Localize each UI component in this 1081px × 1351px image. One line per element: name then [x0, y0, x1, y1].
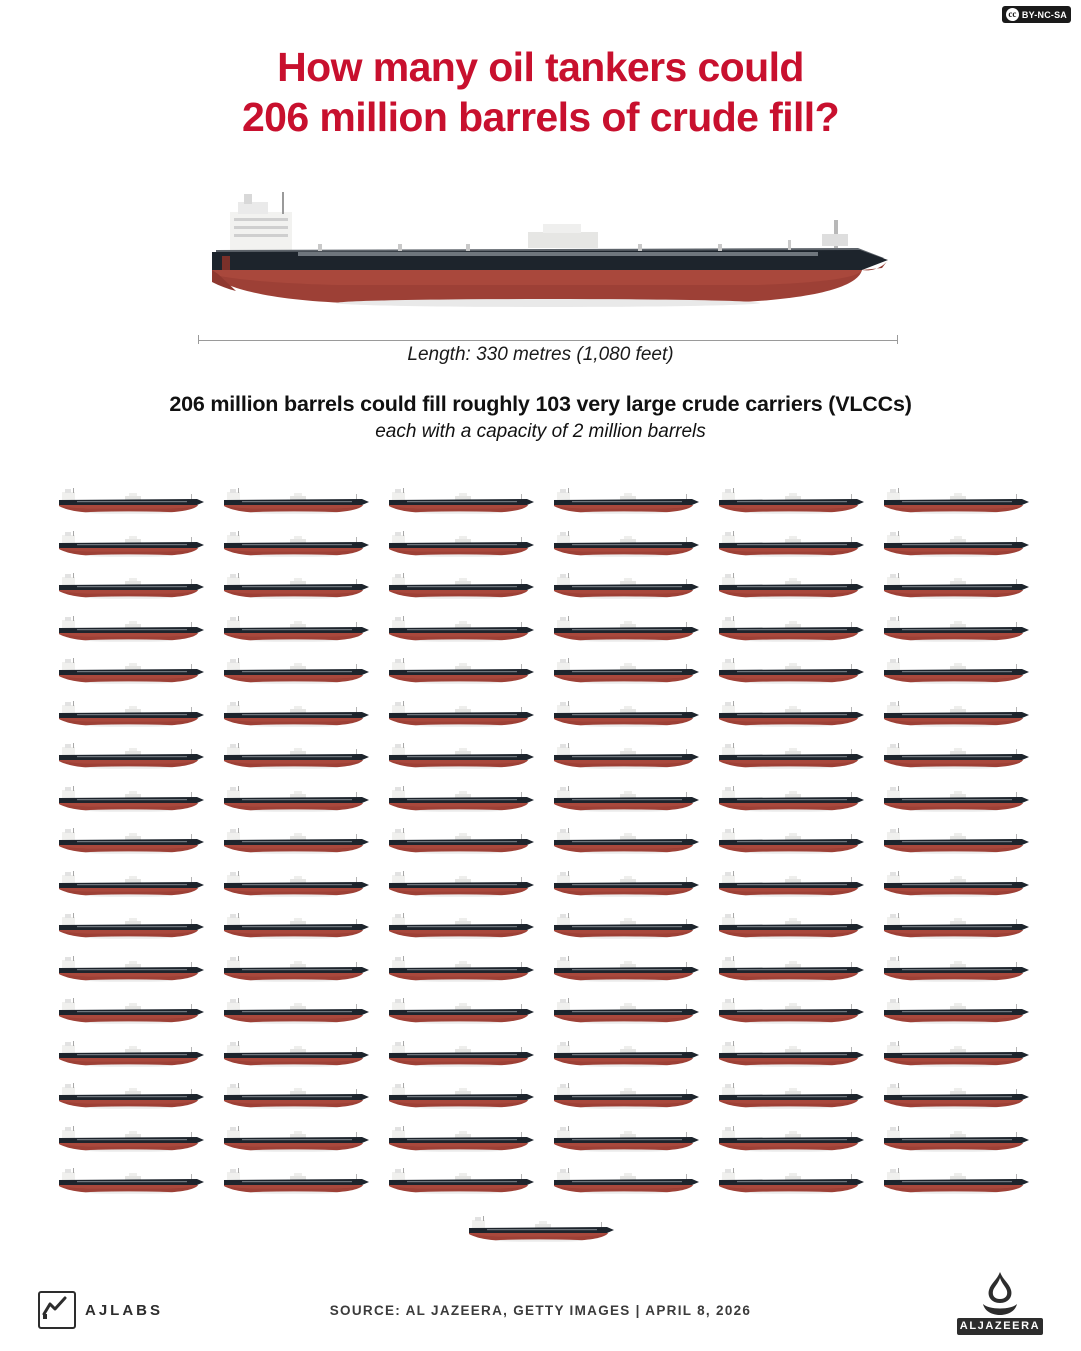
tanker-icon-cell [220, 523, 385, 566]
vlcc-tanker-icon [385, 487, 537, 515]
tanker-icon-cell [880, 1033, 1045, 1076]
tanker-icon-cell [385, 608, 550, 651]
vlcc-tanker-icon [880, 487, 1032, 515]
ajlabs-logo [38, 1291, 163, 1329]
vlcc-tanker-icon [715, 785, 867, 813]
tanker-icon-cell [715, 565, 880, 608]
vlcc-tanker-icon [880, 615, 1032, 643]
vlcc-tanker-icon [880, 742, 1032, 770]
tanker-icon-cell [880, 693, 1045, 736]
vlcc-tanker-icon [55, 870, 207, 898]
tanker-icon-cell [220, 1118, 385, 1161]
tanker-icon-cell [715, 905, 880, 948]
tanker-icon-cell [55, 1160, 220, 1203]
vlcc-tanker-icon [550, 1125, 702, 1153]
vlcc-tanker-icon [715, 742, 867, 770]
vlcc-tanker-icon [385, 700, 537, 728]
tanker-icon-cell [715, 1160, 880, 1203]
tanker-icon-cell [55, 565, 220, 608]
tanker-icon-cell [715, 480, 880, 523]
tanker-icon-cell [880, 1160, 1045, 1203]
tanker-icon-cell [550, 820, 715, 863]
tanker-icon-cell [55, 1118, 220, 1161]
length-label [0, 344, 1081, 366]
tanker-icon-cell [55, 905, 220, 948]
vlcc-tanker-icon [550, 487, 702, 515]
tanker-icon-cell [550, 565, 715, 608]
tanker-icon-cell [385, 863, 550, 906]
vlcc-tanker-icon [220, 955, 372, 983]
vlcc-tanker-icon [550, 955, 702, 983]
tanker-icon-cell [220, 1075, 385, 1118]
vlcc-tanker-icon [550, 572, 702, 600]
tanker-icon-cell [880, 778, 1045, 821]
source-line: SOURCE: AL JAZEERA, GETTY IMAGES | APRIL 8, 2026 [329, 1303, 752, 1318]
vlcc-tanker-icon [385, 1125, 537, 1153]
tanker-icon-cell [385, 523, 550, 566]
tanker-icon-cell [550, 735, 715, 778]
vlcc-tanker-icon [880, 955, 1032, 983]
vlcc-tanker-icon [550, 530, 702, 558]
vlcc-tanker-icon [220, 1082, 372, 1110]
tanker-icon-cell [550, 990, 715, 1033]
vlcc-tanker-icon [220, 657, 372, 685]
vlcc-tanker-icon [55, 742, 207, 770]
tanker-icon-cell [55, 1075, 220, 1118]
vlcc-tanker-icon [220, 530, 372, 558]
vlcc-tanker-icon [385, 785, 537, 813]
tanker-icon-cell [385, 735, 550, 778]
vlcc-tanker-icon [715, 1125, 867, 1153]
tanker-icon-cell [880, 523, 1045, 566]
tanker-icon-cell [220, 565, 385, 608]
vlcc-tanker-icon [55, 912, 207, 940]
tanker-pictogram-grid [55, 480, 1030, 1203]
vlcc-tanker-icon [385, 572, 537, 600]
vlcc-tanker-icon [880, 870, 1032, 898]
vlcc-tanker-icon [55, 572, 207, 600]
tanker-icon-cell [385, 990, 550, 1033]
vlcc-tanker-icon [55, 955, 207, 983]
tanker-icon-cell [385, 693, 550, 736]
hero-ship-illustration [0, 190, 1081, 330]
title-line-2: 206 million barrels of crude fill? [241, 94, 840, 140]
vlcc-tanker-icon [550, 742, 702, 770]
aljazeera-wordmark: ALJAZEERA [957, 1318, 1043, 1335]
tanker-icon-cell [880, 650, 1045, 693]
vlcc-tanker-icon [880, 997, 1032, 1025]
tanker-icon-cell [55, 820, 220, 863]
title-line-1: How many oil tankers could [277, 44, 804, 90]
tanker-icon-cell [55, 1033, 220, 1076]
vlcc-tanker-icon [715, 997, 867, 1025]
tanker-icon-cell [385, 820, 550, 863]
tanker-icon-cell [55, 523, 220, 566]
tanker-icon-cell [220, 1033, 385, 1076]
subhead-primary: 206 million barrels could fill roughly 103 very large crude carriers (VLCCs) [169, 392, 912, 416]
tanker-icon-cell [880, 948, 1045, 991]
vlcc-tanker-icon [880, 657, 1032, 685]
vlcc-tanker-icon [880, 572, 1032, 600]
tanker-icon-cell [385, 1160, 550, 1203]
subhead-secondary: each with a capacity of 2 million barrels [375, 421, 706, 442]
tanker-icon-cell [385, 1033, 550, 1076]
vlcc-tanker-icon [55, 827, 207, 855]
vlcc-tanker-icon [385, 742, 537, 770]
tanker-icon-cell [550, 693, 715, 736]
tanker-icon-cell [55, 650, 220, 693]
tanker-icon-cell [715, 778, 880, 821]
tanker-icon-cell [550, 863, 715, 906]
vlcc-tanker-icon [550, 1167, 702, 1195]
vlcc-tanker-icon [385, 1040, 537, 1068]
tanker-icon-cell [220, 1160, 385, 1203]
aljazeera-flame-icon [977, 1270, 1023, 1316]
vlcc-tanker-icon [715, 700, 867, 728]
vlcc-tanker-icon [715, 955, 867, 983]
tanker-icon-cell [715, 735, 880, 778]
vlcc-tanker-icon [880, 1125, 1032, 1153]
tanker-icon-cell [220, 735, 385, 778]
vlcc-tanker-icon [880, 1040, 1032, 1068]
vlcc-tanker-icon [55, 1125, 207, 1153]
tanker-icon-cell [880, 863, 1045, 906]
tanker-icon-cell [220, 778, 385, 821]
vlcc-tanker-icon [220, 785, 372, 813]
tanker-icon-cell [220, 863, 385, 906]
tanker-icon-cell [550, 778, 715, 821]
tanker-icon-cell [550, 650, 715, 693]
vlcc-tanker-icon [715, 530, 867, 558]
vlcc-tanker-icon [550, 615, 702, 643]
page-title [0, 42, 1081, 142]
vlcc-tanker-icon [550, 1040, 702, 1068]
tanker-icon-cell [458, 1208, 623, 1251]
tanker-icon-cell [55, 948, 220, 991]
vlcc-tanker-icon [880, 1082, 1032, 1110]
tanker-icon-cell [715, 1033, 880, 1076]
tanker-icon-cell [55, 863, 220, 906]
vlcc-tanker-icon [715, 870, 867, 898]
vlcc-tanker-icon [385, 615, 537, 643]
vlcc-tanker-icon [715, 615, 867, 643]
tanker-icon-cell [715, 820, 880, 863]
tanker-icon-cell [55, 735, 220, 778]
vlcc-tanker-icon [715, 572, 867, 600]
tanker-icon-cell [220, 905, 385, 948]
tanker-icon-cell [715, 948, 880, 991]
tanker-icon-cell [220, 480, 385, 523]
tanker-icon-cell [55, 608, 220, 651]
cc-circle-icon: cc [1006, 8, 1019, 21]
vlcc-tanker-icon [880, 912, 1032, 940]
tanker-icon-cell [220, 990, 385, 1033]
vlcc-tanker-icon [220, 870, 372, 898]
vlcc-tanker-icon [715, 487, 867, 515]
vlcc-tanker-icon [220, 615, 372, 643]
tanker-icon-cell [55, 480, 220, 523]
vlcc-tanker-icon [550, 912, 702, 940]
ajlabs-label: AJLABS [85, 1301, 164, 1319]
vlcc-tanker-icon [220, 742, 372, 770]
tanker-icon-cell [715, 990, 880, 1033]
tanker-icon-cell [715, 863, 880, 906]
vlcc-tanker-icon [55, 997, 207, 1025]
tanker-icon-cell [715, 1118, 880, 1161]
tanker-icon-cell [55, 990, 220, 1033]
tanker-icon-cell [715, 523, 880, 566]
vlcc-tanker-icon [55, 615, 207, 643]
tanker-icon-cell [715, 650, 880, 693]
vlcc-tanker-icon [55, 1082, 207, 1110]
vlcc-tanker-icon [715, 1082, 867, 1110]
vlcc-tanker-icon [880, 530, 1032, 558]
tanker-icon-cell [550, 1033, 715, 1076]
vlcc-tanker-icon [220, 572, 372, 600]
vlcc-tanker-icon [550, 657, 702, 685]
vlcc-tanker-icon [55, 785, 207, 813]
tanker-icon-cell [880, 565, 1045, 608]
vlcc-tanker-icon [220, 827, 372, 855]
tanker-icon-cell [550, 1160, 715, 1203]
tanker-icon-cell [385, 948, 550, 991]
vlcc-tanker-icon [880, 785, 1032, 813]
tanker-icon-cell [550, 608, 715, 651]
vlcc-tanker-icon [880, 1167, 1032, 1195]
vlcc-tanker-icon [220, 1167, 372, 1195]
vlcc-tanker-icon [385, 997, 537, 1025]
vlcc-tanker-icon [550, 870, 702, 898]
tanker-icon-cell [385, 905, 550, 948]
vlcc-tanker-icon [55, 530, 207, 558]
measure-line [198, 340, 898, 341]
vlcc-tanker-icon [880, 700, 1032, 728]
tanker-icon-cell [715, 608, 880, 651]
vlcc-tanker-icon [550, 997, 702, 1025]
tanker-icon-cell [385, 565, 550, 608]
tanker-icon-cell [880, 1118, 1045, 1161]
tanker-icon-cell [715, 1075, 880, 1118]
vlcc-tanker-icon [220, 997, 372, 1025]
tanker-icon-cell [220, 820, 385, 863]
tanker-icon-cell [220, 693, 385, 736]
tanker-icon-cell [385, 778, 550, 821]
tanker-icon-cell [880, 1075, 1045, 1118]
ajlabs-chart-icon [38, 1291, 76, 1329]
vlcc-tanker-icon [220, 1125, 372, 1153]
vlcc-tanker-icon [715, 1167, 867, 1195]
tanker-icon-cell [715, 693, 880, 736]
tanker-icon-cell [550, 905, 715, 948]
creative-commons-badge [1002, 6, 1071, 23]
tanker-icon-cell [550, 1075, 715, 1118]
tanker-icon-cell [550, 480, 715, 523]
vlcc-tanker-icon [385, 1167, 537, 1195]
vlcc-tanker-icon [55, 700, 207, 728]
tanker-icon-cell [880, 990, 1045, 1033]
vlcc-tanker-icon [55, 1040, 207, 1068]
tanker-icon-cell [220, 948, 385, 991]
vlcc-tanker-icon [385, 657, 537, 685]
vlcc-tanker-icon [385, 530, 537, 558]
vlcc-tanker-icon [715, 1040, 867, 1068]
tanker-icon-cell [550, 523, 715, 566]
vlcc-tanker-icon [385, 1082, 537, 1110]
vlcc-tanker-icon [465, 1215, 617, 1243]
vlcc-oil-tanker-icon [198, 190, 898, 325]
vlcc-tanker-icon [55, 657, 207, 685]
tanker-icon-cell [220, 650, 385, 693]
vlcc-tanker-icon [715, 657, 867, 685]
tanker-icon-cell [880, 820, 1045, 863]
vlcc-tanker-icon [385, 870, 537, 898]
vlcc-tanker-icon [220, 912, 372, 940]
vlcc-tanker-icon [385, 955, 537, 983]
aljazeera-logo [957, 1270, 1043, 1335]
vlcc-tanker-icon [550, 827, 702, 855]
vlcc-tanker-icon [550, 1082, 702, 1110]
vlcc-tanker-icon [880, 827, 1032, 855]
tanker-icon-cell [220, 608, 385, 651]
tanker-icon-cell [385, 480, 550, 523]
tanker-icon-cell [385, 1075, 550, 1118]
vlcc-tanker-icon [715, 912, 867, 940]
tanker-icon-cell [55, 693, 220, 736]
tanker-icon-cell [880, 905, 1045, 948]
vlcc-tanker-icon [550, 785, 702, 813]
tanker-icon-cell [880, 608, 1045, 651]
vlcc-tanker-icon [220, 700, 372, 728]
vlcc-tanker-icon [220, 487, 372, 515]
tanker-icon-cell [550, 948, 715, 991]
tanker-pictogram-remainder [0, 1208, 1081, 1251]
vlcc-tanker-icon [385, 827, 537, 855]
vlcc-tanker-icon [55, 487, 207, 515]
cc-license-label: BY-NC-SA [1021, 9, 1067, 20]
tanker-icon-cell [385, 1118, 550, 1161]
vlcc-tanker-icon [220, 1040, 372, 1068]
vlcc-tanker-icon [715, 827, 867, 855]
vlcc-tanker-icon [55, 1167, 207, 1195]
tanker-icon-cell [55, 778, 220, 821]
tanker-icon-cell [385, 650, 550, 693]
length-label-text: Length: 330 metres (1,080 feet) [395, 344, 685, 365]
tanker-icon-cell [880, 480, 1045, 523]
tanker-icon-cell [550, 1118, 715, 1161]
vlcc-tanker-icon [550, 700, 702, 728]
vlcc-tanker-icon [385, 912, 537, 940]
tanker-icon-cell [880, 735, 1045, 778]
